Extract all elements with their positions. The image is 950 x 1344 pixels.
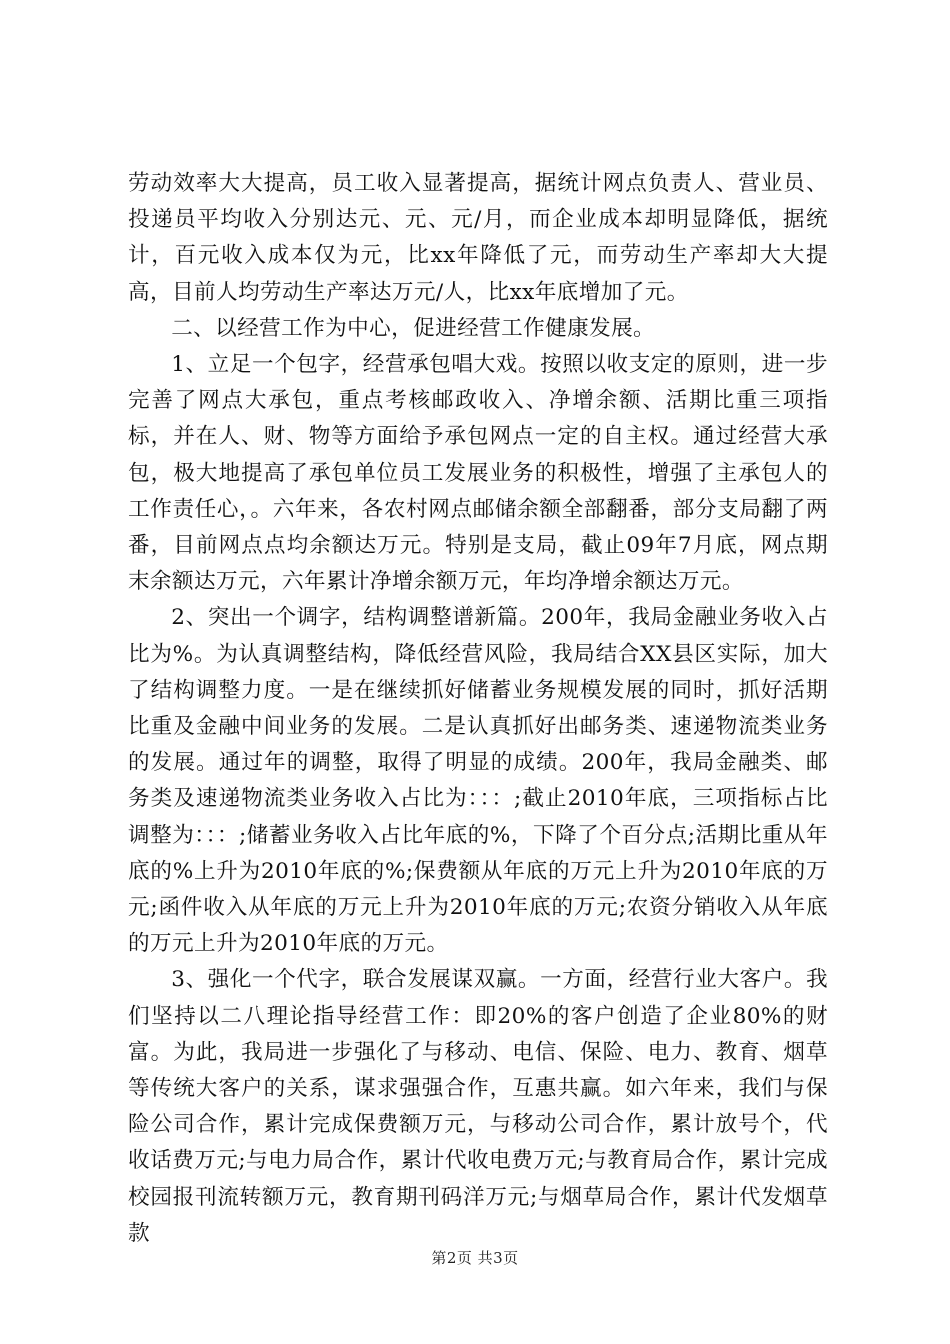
page-number-label: 第2页 共3页 — [431, 1249, 519, 1267]
document-body — [128, 166, 828, 1252]
paragraph-5: 3、强化一个代字，联合发展谋双赢。一方面，经营行业大客户。我们坚持以二八理论指导经营工作：即20%的客户创造了企业80%的财富。为此，我局进一步强化了与移动、电信、保险、电力、教育、烟草等传统大客户的关系，谋求强强合作，互惠共赢。如六年来，我们与保险公司合作，累计完成保费额万元，与移动公司合作，累计放号个，代收话费万元;与电力局合作，累计代收电费万元;与教育局合作，累计完成校园报刊流转额万元，教育期刊码洋万元;与烟草局合作，累计代发烟草款 — [128, 967, 828, 1246]
page-footer — [0, 1247, 950, 1268]
paragraph-3: 1、立足一个包字，经营承包唱大戏。按照以收支定的原则，进一步完善了网点大承包，重点考核邮政收入、净增余额、活期比重三项指标，并在人、财、物等方面给予承包网点一定的自主权。通过经营大承包，极大地提高了承包单位员工发展业务的积极性，增强了主承包人的工作责任心，。六年来，各农村网点邮储余额全部翻番，部分支局翻了两番，目前网点点均余额达万元。特别是支局，截止09年7月底，网点期末余额达万元，六年累计净增余额万元，年均净增余额达万元。 — [128, 352, 828, 595]
paragraph-4: 2、突出一个调字，结构调整谱新篇。200年，我局金融业务收入占比为%。为认真调整结构，降低经营风险，我局结合XX县区实际，加大了结构调整力度。一是在继续抓好储蓄业务规模发展的同时，抓好活期比重及金融中间业务的发展。二是认真抓好出邮务类、速递物流类业务的发展。通过年的调整，取得了明显的成绩。200年，我局金融类、邮务类及速递物流类业务收入占比为：：：;截止2010年底，三项指标占比调整为：：：;储蓄业务收入占比年底的%，下降了个百分点;活期比重从年底的%上升为2010年底的%;保费额从年底的万元上升为2010年底的万元;函件收入从年底的万元上升为2010年底的万元;农资分销收入从年底的万元上升为2010年底的万元。 — [128, 605, 828, 957]
paragraph-1: 劳动效率大大提高，员工收入显著提高，据统计网点负责人、营业员、投递员平均收入分别达元、元、元/月，而企业成本却明显降低，据统计，百元收入成本仅为元，比xx年降低了元，而劳动生产率却大大提高，目前人均劳动生产率达万元/人，比xx年底增加了元。 — [128, 171, 828, 305]
paragraph-2-heading: 二、以经营工作为中心，促进经营工作健康发展。 — [171, 315, 656, 341]
